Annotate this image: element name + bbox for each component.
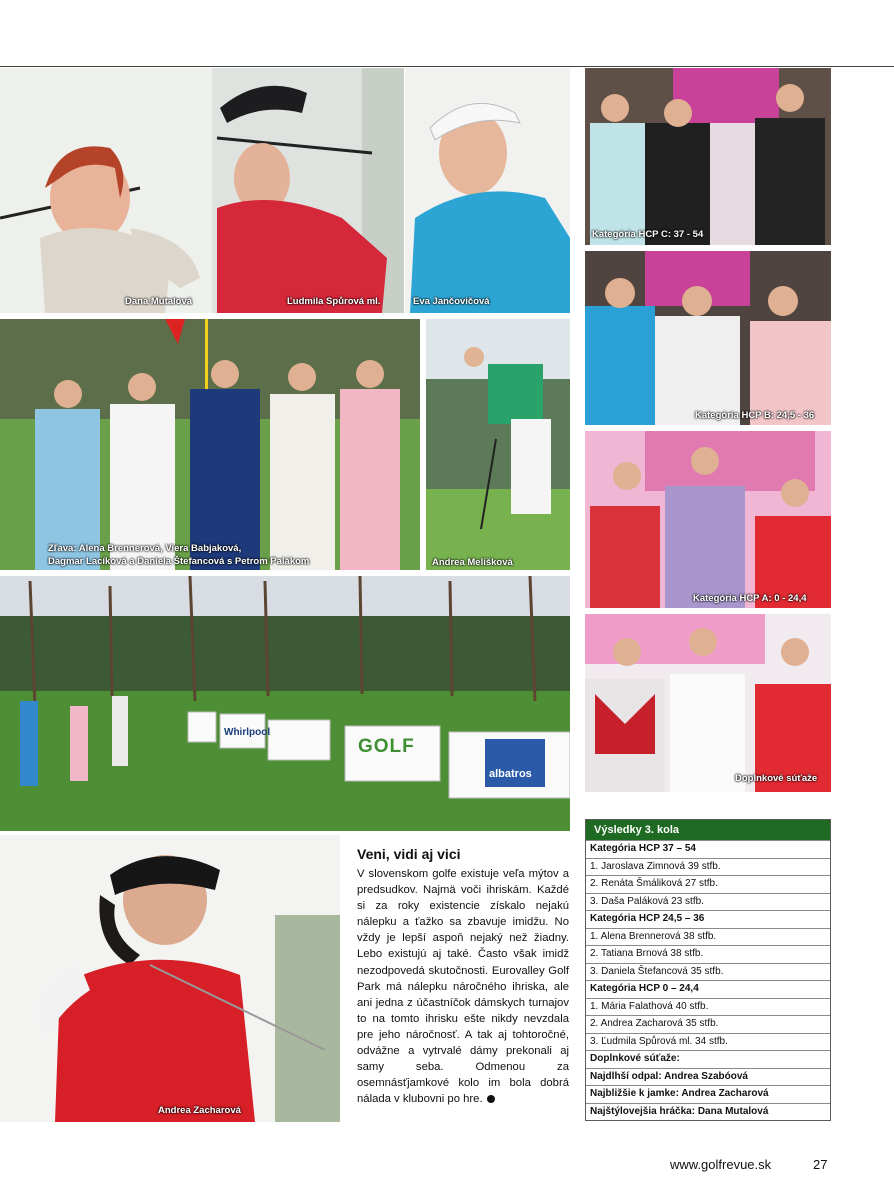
- photo-hcp-a: [585, 431, 831, 608]
- results-category: Doplnkové súťaže:: [586, 1050, 830, 1068]
- results-row: Najdlhší odpal: Andrea Szabóová: [586, 1068, 830, 1086]
- caption-group-line2: Dagmar Lacíková a Daniela Štefancová s Petrom Palákom: [48, 556, 310, 567]
- page-number: 27: [813, 1157, 828, 1172]
- photo-group: [0, 319, 420, 570]
- results-row: 1. Mária Falathová 40 stfb.: [586, 998, 830, 1016]
- caption-hcp-a: Kategória HCP A: 0 - 24,4: [693, 593, 807, 604]
- caption-andrea-meliskova: Andrea Melišková: [432, 557, 513, 568]
- results-row: 1. Alena Brennerová 38 stfb.: [586, 928, 830, 946]
- end-mark: [487, 1095, 495, 1103]
- photo-dana-mutalova: [0, 68, 212, 313]
- caption-eva-jancovicova: Eva Jančovičová: [413, 296, 490, 307]
- results-title: Výsledky 3. kola: [586, 820, 830, 840]
- results-row: 3. Daniela Štefancová 35 stfb.: [586, 963, 830, 981]
- caption-hcp-b: Kategória HCP B: 24,5 - 36: [695, 410, 815, 421]
- results-category: Kategória HCP 24,5 – 36: [586, 910, 830, 928]
- results-row: Najbližšie k jamke: Andrea Zacharová: [586, 1085, 830, 1103]
- results-row: 2. Andrea Zacharová 35 stfb.: [586, 1015, 830, 1033]
- caption-group-line1: Zľava: Alena Brennerová, Viera Babjaková,: [48, 543, 242, 554]
- caption-extra-competitions: Doplnkové súťaže: [735, 773, 818, 784]
- results-table: [585, 819, 831, 1121]
- results-row: 3. Daša Paláková 23 stfb.: [586, 893, 830, 911]
- photo-eva-jancovicova: [405, 68, 570, 313]
- photo-golf-course: [0, 576, 570, 831]
- caption-ludmila-spurova: Ľudmila Spůrová ml.: [287, 296, 381, 307]
- results-row: 1. Jaroslava Zimnová 39 stfb.: [586, 858, 830, 876]
- article-title: Veni, vidi aj vici: [357, 846, 461, 862]
- results-row: 3. Ľudmila Spůrová ml. 34 stfb.: [586, 1033, 830, 1051]
- photo-extra-competitions: [585, 614, 831, 792]
- header-rule: [0, 66, 894, 67]
- caption-hcp-c: Kategória HCP C: 37 - 54: [592, 229, 704, 240]
- photo-andrea-zacharova: [0, 835, 340, 1122]
- article-body: V slovenskom golfe existuje veľa mýtov a predsudkov. Najmä voči ihriskám. Každé si za roky existencie získalo nejakú nálepku a ťažko sa zbavuje imidžu. No vždy je lepší aspoň nejaký než žiadny. Lebo existujú aj také. Často však imidž nezodpovedá skutočnosti. Eurovalley Golf Park má nálepku náročného ihriska, ale ani jedna z účastníčok dámskych turnajov to na tomto ihrisku ešte nikdy nevzdala pre jeho náročnosť. A tak aj tohtoročné, odvážne a vytrvalé dámy prekonali aj samy seba. Odmenou za osemnásťjamkové kolo im bola dobrá nálada v klubovni po hre.: [357, 868, 569, 1106]
- results-category: Kategória HCP 37 – 54: [586, 840, 830, 858]
- photo-andrea-meliskova: [426, 319, 570, 570]
- photo-hcp-b: [585, 251, 831, 425]
- results-row: 2. Tatiana Brnová 38 stfb.: [586, 945, 830, 963]
- banner-albatros: albatros: [489, 768, 532, 780]
- caption-dana-mutalova: Dana Mutalová: [125, 296, 193, 307]
- photo-hcp-c: [585, 68, 831, 245]
- banner-whirlpool: Whirlpool: [224, 727, 271, 738]
- results-row: 2. Renáta Šmáliková 27 stfb.: [586, 875, 830, 893]
- caption-andrea-zacharova: Andrea Zacharová: [158, 1105, 241, 1116]
- results-category: Kategória HCP 0 – 24,4: [586, 980, 830, 998]
- banner-golf: GOLF: [358, 736, 415, 757]
- footer-url[interactable]: www.golfrevue.sk: [670, 1157, 772, 1172]
- article: [357, 846, 569, 1107]
- photo-ludmila-spurova: [212, 68, 404, 313]
- results-row: Najštýlovejšia hráčka: Dana Mutalová: [586, 1103, 830, 1121]
